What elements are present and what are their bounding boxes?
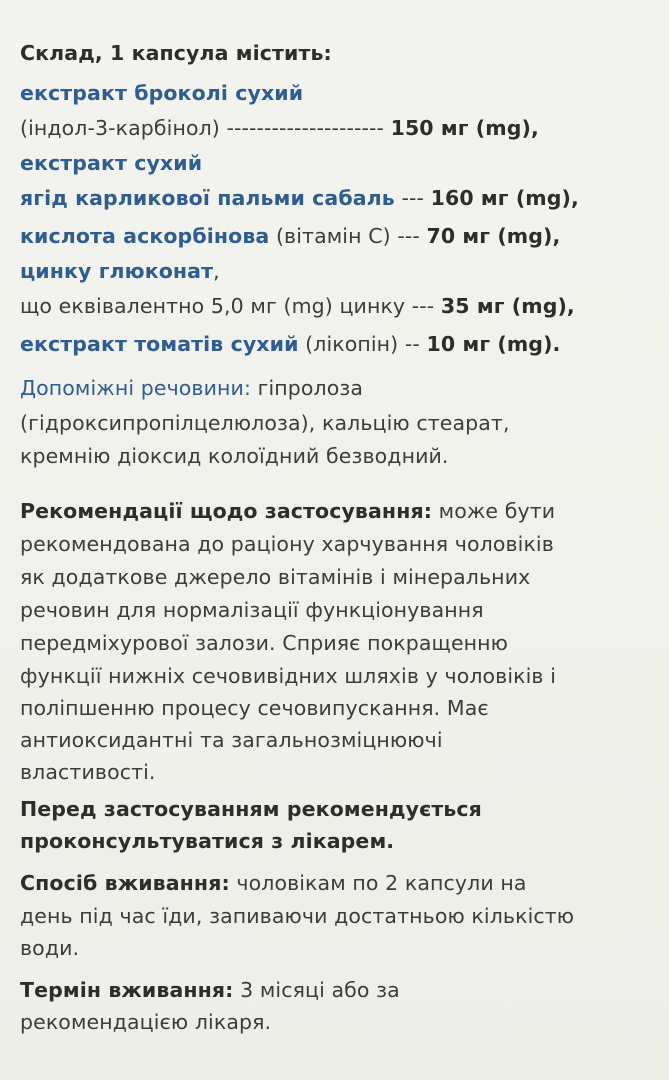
- composition-heading: Склад, 1 капсула містить:: [20, 41, 332, 65]
- usage-line-1: Спосіб вживання: чоловікам по 2 капсули на: [20, 871, 527, 895]
- recommendations-line-1: Рекомендації щодо застосування: може бути: [20, 499, 556, 523]
- ingredient-palm-dose-line: ягід карликової пальми сабаль --- 160 мг (mg),: [20, 186, 579, 210]
- ingredient-zinc-dose-line: що еквівалентно 5,0 мг (mg) цинку --- 35 мг (mg),: [20, 294, 575, 318]
- recommendations-line-8: антиоксидантні та загальнозміцнюючі: [20, 728, 443, 752]
- consult-warning-line-2: проконсультуватися з лікарем.: [20, 829, 395, 853]
- usage-line-2: день під час їди, запиваючи достатньою кількістю: [20, 904, 575, 928]
- usage-line-3: води.: [20, 936, 80, 960]
- recommendations-line-7: поліпшенню процесу сечовипускання. Має: [20, 696, 489, 720]
- ingredient-zinc-name: цинку глюконат,: [20, 259, 220, 283]
- recommendations-line-9: властивості.: [20, 760, 156, 784]
- ingredient-tomato-line: екстракт томатів сухий (лікопін) -- 10 мг (mg).: [20, 332, 561, 356]
- term-line-1: Термін вживання: 3 місяці або за: [20, 978, 400, 1002]
- term-line-2: рекомендацією лікаря.: [20, 1010, 272, 1034]
- excipients-line-1: Допоміжні речовини: гіпролоза: [20, 376, 364, 400]
- recommendations-line-2: рекомендована до раціону харчування чоловіків: [20, 532, 554, 556]
- recommendations-line-5: передміхурової залози. Сприяє покращенню: [20, 631, 509, 655]
- consult-warning-line-1: Перед застосуванням рекомендується: [20, 797, 482, 821]
- excipients-line-3: кремнію діоксид колоїдний безводний.: [20, 444, 449, 468]
- ingredient-broccoli-name: екстракт броколі сухий: [20, 81, 304, 105]
- recommendations-line-6: функції нижніх сечовивідних шляхів у чоловіків і: [20, 664, 557, 688]
- recommendations-line-3: як додаткове джерело вітамінів і мінеральних: [20, 565, 531, 589]
- recommendations-line-4: речовин для нормалізації функціонування: [20, 598, 484, 622]
- ingredient-ascorbic-line: кислота аскорбінова (вітамін С) --- 70 мг (mg),: [20, 224, 561, 248]
- ingredient-palm-name-1: екстракт сухий: [20, 151, 203, 175]
- ingredient-broccoli-dose-line: (індол-3-карбінол) --------------------- 150 мг (mg),: [20, 116, 539, 140]
- excipients-line-2: (гідроксипропілцелюлоза), кальцію стеарат,: [20, 411, 510, 435]
